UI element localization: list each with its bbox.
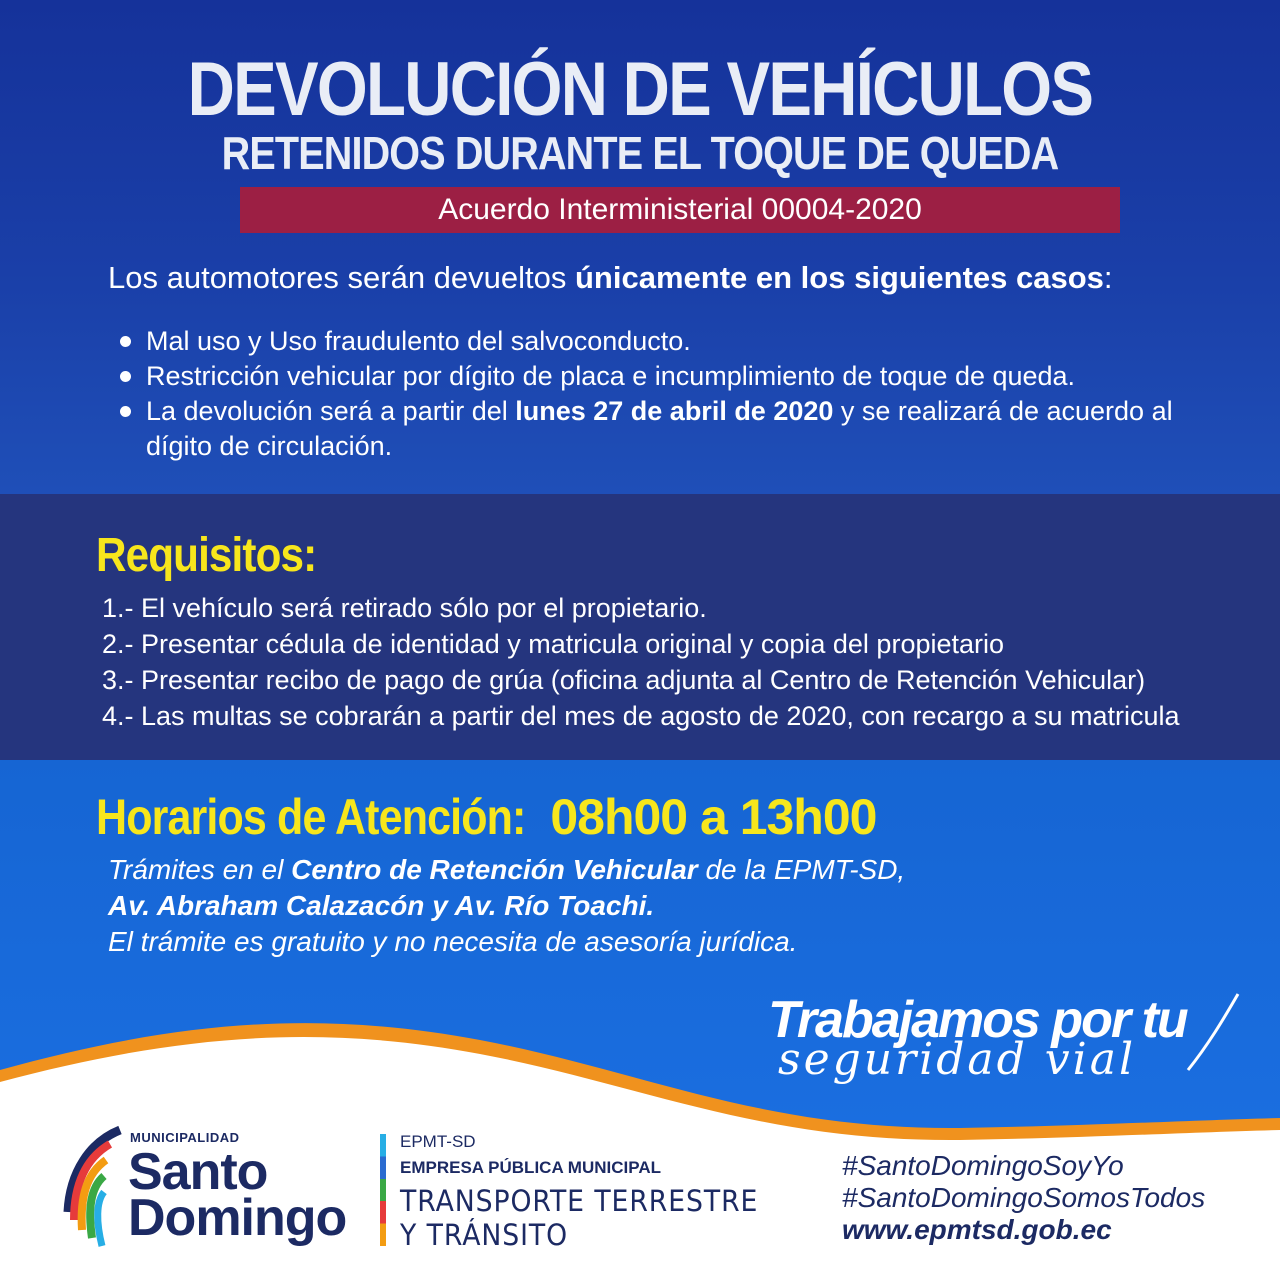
list-item: La devolución será a partir del lunes 27 de abril de 2020 y se realizará de acuerdo al dígito de circulación. — [120, 394, 1230, 464]
hours-info: Trámites en el Centro de Retención Vehicular de la EPMT-SD, Av. Abraham Calazacón y Av. Río Toachi. El trámite es gratuito y no necesita de asesoría jurídica. — [108, 854, 906, 957]
list-item: 1.- El vehículo será retirado sólo por el propietario. — [102, 593, 707, 623]
list-item: Mal uso y Uso fraudulento del salvoconducto. — [120, 324, 1230, 359]
epmt-logo-icon — [380, 1134, 386, 1246]
municipality-name: Santo — [128, 1143, 268, 1201]
agreement-badge: Acuerdo Interministerial 00004-2020 — [240, 187, 1120, 233]
list-item: 2.- Presentar cédula de identidad y matricula original y copia del propietario — [102, 629, 1005, 659]
hours-title: Horarios de Atención: 08h00 a 13h00 — [96, 789, 877, 845]
address: Av. Abraham Calazacón y Av. Río Toachi. — [108, 890, 655, 921]
hashtag: #SantoDomingoSomosTodos — [842, 1182, 1206, 1213]
epmt-name: TRANSPORTE TERRESTRE — [400, 1184, 759, 1218]
epmt-name: Y TRÁNSITO — [400, 1218, 569, 1252]
intro-text: Los automotores serán devueltos únicamente en los siguientes casos: — [108, 260, 1113, 295]
municipality-label: MUNICIPALIDAD — [130, 1130, 240, 1145]
epmt-short: EPMT-SD — [400, 1132, 476, 1151]
page-title: DEVOLUCIÓN DE VEHÍCULOS — [187, 47, 1093, 132]
page-subtitle: RETENIDOS DURANTE EL TOQUE DE QUEDA — [221, 127, 1059, 179]
hashtags — [842, 1150, 1205, 1246]
cases-list — [120, 324, 1230, 464]
hashtag: #SantoDomingoSoyYo — [842, 1150, 1124, 1181]
list-item: 4.- Las multas se cobrarán a partir del mes de agosto de 2020, con recargo a su matricula — [102, 701, 1180, 731]
website-link[interactable]: www.epmtsd.gob.ec — [842, 1214, 1112, 1245]
municipality-name: Domingo — [128, 1189, 347, 1247]
requirements-title: Requisitos: — [96, 529, 317, 582]
bullet-icon — [120, 371, 131, 382]
epmt-company: EMPRESA PÚBLICA MUNICIPAL — [400, 1158, 661, 1177]
list-item: Restricción vehicular por dígito de placa e incumplimiento de toque de queda. — [120, 359, 1230, 394]
list-item: 3.- Presentar recibo de pago de grúa (oficina adjunta al Centro de Retención Vehicular) — [102, 665, 1146, 695]
bullet-icon — [120, 406, 131, 417]
requirements-list — [102, 590, 1180, 734]
swoosh-icon — [1168, 990, 1248, 1080]
hours-time: 08h00 a 13h00 — [537, 789, 877, 845]
bullet-icon — [120, 336, 131, 347]
slogan: Trabajamos por tu seguridad vial — [768, 990, 1187, 1050]
